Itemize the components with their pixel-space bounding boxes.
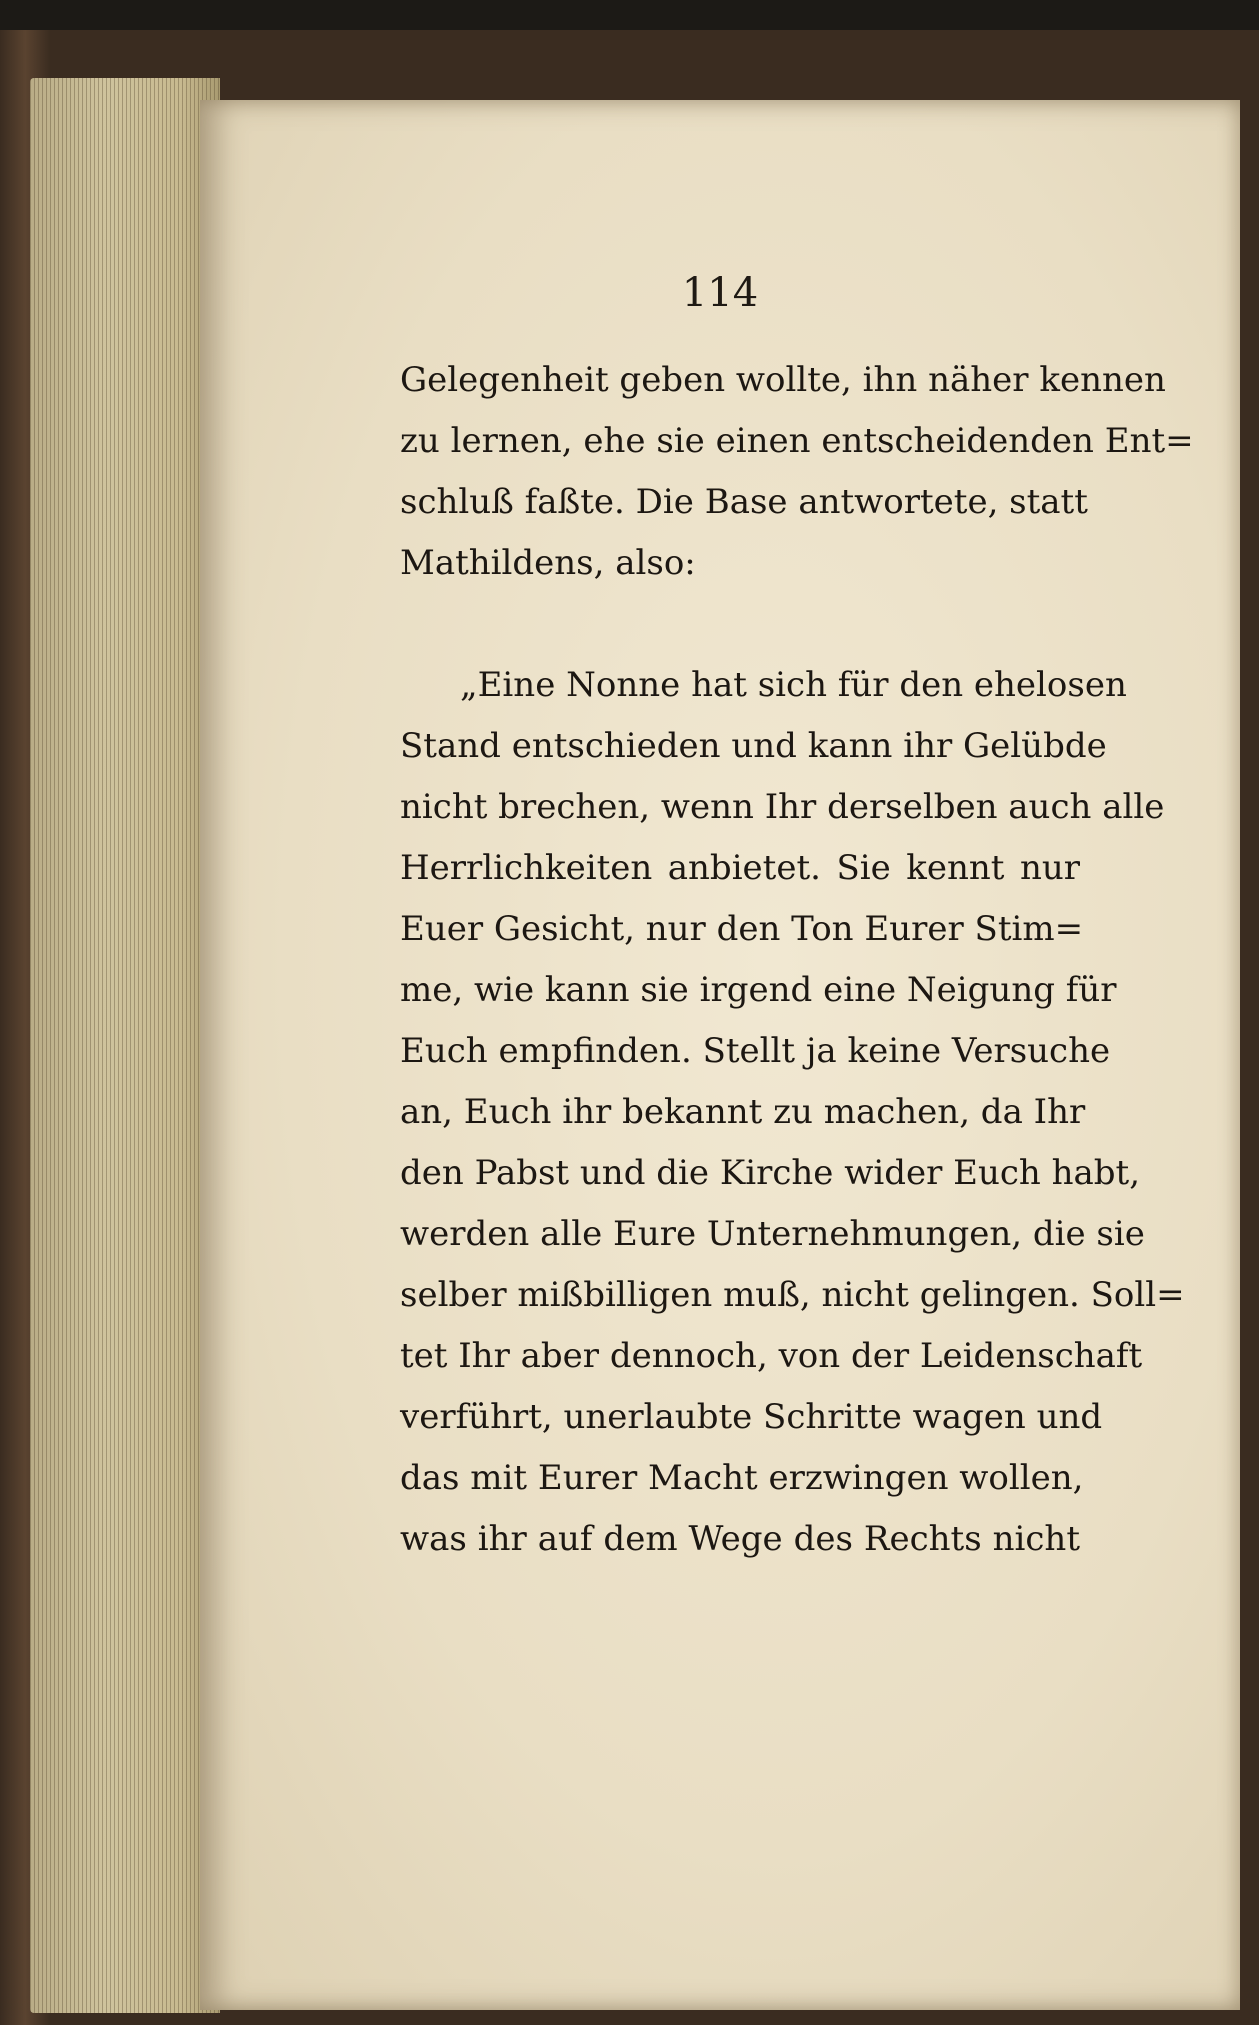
- text-line: „Eine Nonne hat sich für den ehelosen: [460, 665, 1127, 705]
- text-line: verführt, unerlaubte Schritte wagen und: [400, 1397, 1103, 1437]
- page-edges: [30, 78, 220, 2013]
- text-line: zu lernen, ehe sie einen entscheidenden Ent=: [400, 421, 1194, 461]
- book-page: [200, 100, 1240, 2010]
- paragraph-gap: [400, 594, 1080, 655]
- text-line: Mathildens, also:: [400, 543, 696, 583]
- text-line: schluß faßte. Die Base antwortete, statt: [400, 482, 1088, 522]
- text-line: Herrlichkeiten anbietet. Sie kennt nur: [400, 848, 1080, 888]
- text-line: Gelegenheit geben wollte, ihn näher kennen: [400, 360, 1166, 400]
- book: [0, 30, 1259, 2025]
- text-line: den Pabst und die Kirche wider Euch habt,: [400, 1153, 1141, 1193]
- text-line: werden alle Eure Unternehmungen, die sie: [400, 1214, 1145, 1254]
- text-line: me, wie kann sie irgend eine Neigung für: [400, 970, 1117, 1010]
- text-line: Euch empfinden. Stellt ja keine Versuche: [400, 1031, 1111, 1071]
- text-line: nicht brechen, wenn Ihr derselben auch alle: [400, 787, 1165, 827]
- text-line: selber mißbilligen muß, nicht gelingen. Soll=: [400, 1275, 1185, 1315]
- text-line: tet Ihr aber dennoch, von der Leidenschaft: [400, 1336, 1143, 1376]
- text-line: was ihr auf dem Wege des Rechts nicht: [400, 1519, 1080, 1559]
- text-line: Euer Gesicht, nur den Ton Eurer Stim=: [400, 909, 1084, 949]
- page-number: 114: [681, 270, 759, 316]
- text-line: Stand entschieden und kann ihr Gelübde: [400, 726, 1107, 766]
- text-line: das mit Eurer Macht erzwingen wollen,: [400, 1458, 1084, 1498]
- text-line: an, Euch ihr bekannt zu machen, da Ihr: [400, 1092, 1086, 1132]
- body-text: [400, 350, 1194, 1570]
